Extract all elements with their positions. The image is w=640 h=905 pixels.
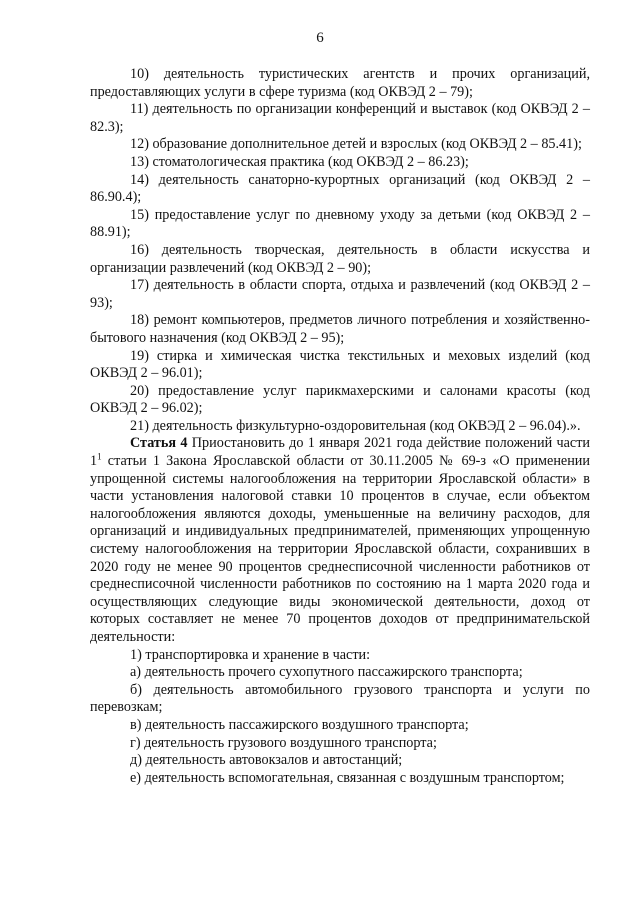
- list-item-17: 17) деятельность в области спорта, отдыха и развлечений (код ОКВЭД 2 – 93);: [90, 277, 590, 311]
- list-item-12: 12) образование дополнительное детей и взрослых (код ОКВЭД 2 – 85.41);: [130, 136, 582, 153]
- sub-item-d: д) деятельность автовокзалов и автостанций;: [130, 752, 403, 769]
- list-item-11: 11) деятельность по организации конференций и выставок (код ОКВЭД 2 – 82.3);: [90, 101, 590, 135]
- sub-item-b: б) деятельность автомобильного грузового транспорта и услуги по перевозкам;: [90, 681, 590, 716]
- list-item-15: 15) предоставление услуг по дневному уходу за детьми (код ОКВЭД 2 – 88.91);: [90, 206, 590, 241]
- list-item-10: 10) деятельность туристических агентств и прочих организаций, предоставляющих услуги в сфере туризма (код ОКВЭД 2 – 79);: [90, 66, 590, 100]
- sub-item-v: в) деятельность пассажирского воздушного транспорта;: [130, 716, 469, 733]
- list-item-14: 14) деятельность санаторно-курортных организаций (код ОКВЭД 2 – 86.90.4);: [90, 171, 590, 206]
- sub-item-e: е) деятельность вспомогательная, связанная с воздушным транспортом;: [130, 769, 565, 786]
- list-item-20: 20) предоставление услуг парикмахерскими и салонами красоты (код ОКВЭД 2 – 96.02);: [90, 382, 590, 417]
- page-number: 6: [316, 30, 324, 46]
- document-body: [90, 66, 590, 787]
- list-item-21: 21) деятельность физкультурно-оздоровительная (код ОКВЭД 2 – 96.04).».: [130, 417, 581, 434]
- article-paragraph: [90, 435, 590, 646]
- list-item-16: 16) деятельность творческая, деятельность в области искусства и организации развлечений (код ОКВЭД 2 – 90);: [90, 241, 590, 276]
- list-item-19: 19) стирка и химическая чистка текстильных и меховых изделий (код ОКВЭД 2 – 96.01);: [90, 347, 590, 382]
- list-item-13: 13) стоматологическая практика (код ОКВЭД 2 – 86.23);: [130, 153, 469, 170]
- sub-item-1: 1) транспортировка и хранение в части:: [130, 646, 371, 663]
- article-text-part2: статьи 1 Закона Ярославской области от 30.11.2005 № 69-з «О применении упрощенной системы налогообложения на территории Ярославской области» в части установления налоговой ставки 10 процентов в случае, если объектом налогообложения являются доходы, уменьшенные на величину расходов, для организаций и индивидуальных предпринимателей, применяющих упрощенную систему налогообложения на территории Ярославской области, сохранивших в 2020 году не менее 90 процентов среднесписочной численности работников от среднесписочной численности работников по состоянию на 1 марта 2020 года и осуществляющих следующие виды экономической деятельности, доход от которых составляет не менее 70 процентов доходов от предпринимательской деятельности:: [90, 453, 590, 645]
- sub-item-g: г) деятельность грузового воздушного транспорта;: [130, 734, 437, 751]
- article-title: Статья 4: [130, 435, 188, 452]
- sub-item-a: а) деятельность прочего сухопутного пассажирского транспорта;: [130, 664, 523, 681]
- list-item-18: 18) ремонт компьютеров, предметов личного потребления и хозяйственно-бытового назначения (код ОКВЭД 2 – 95);: [90, 312, 590, 346]
- article-text-part1: Приостановить до 1 января 2021 года действие положений части 1: [90, 435, 590, 470]
- part-superscript: 1: [97, 451, 102, 462]
